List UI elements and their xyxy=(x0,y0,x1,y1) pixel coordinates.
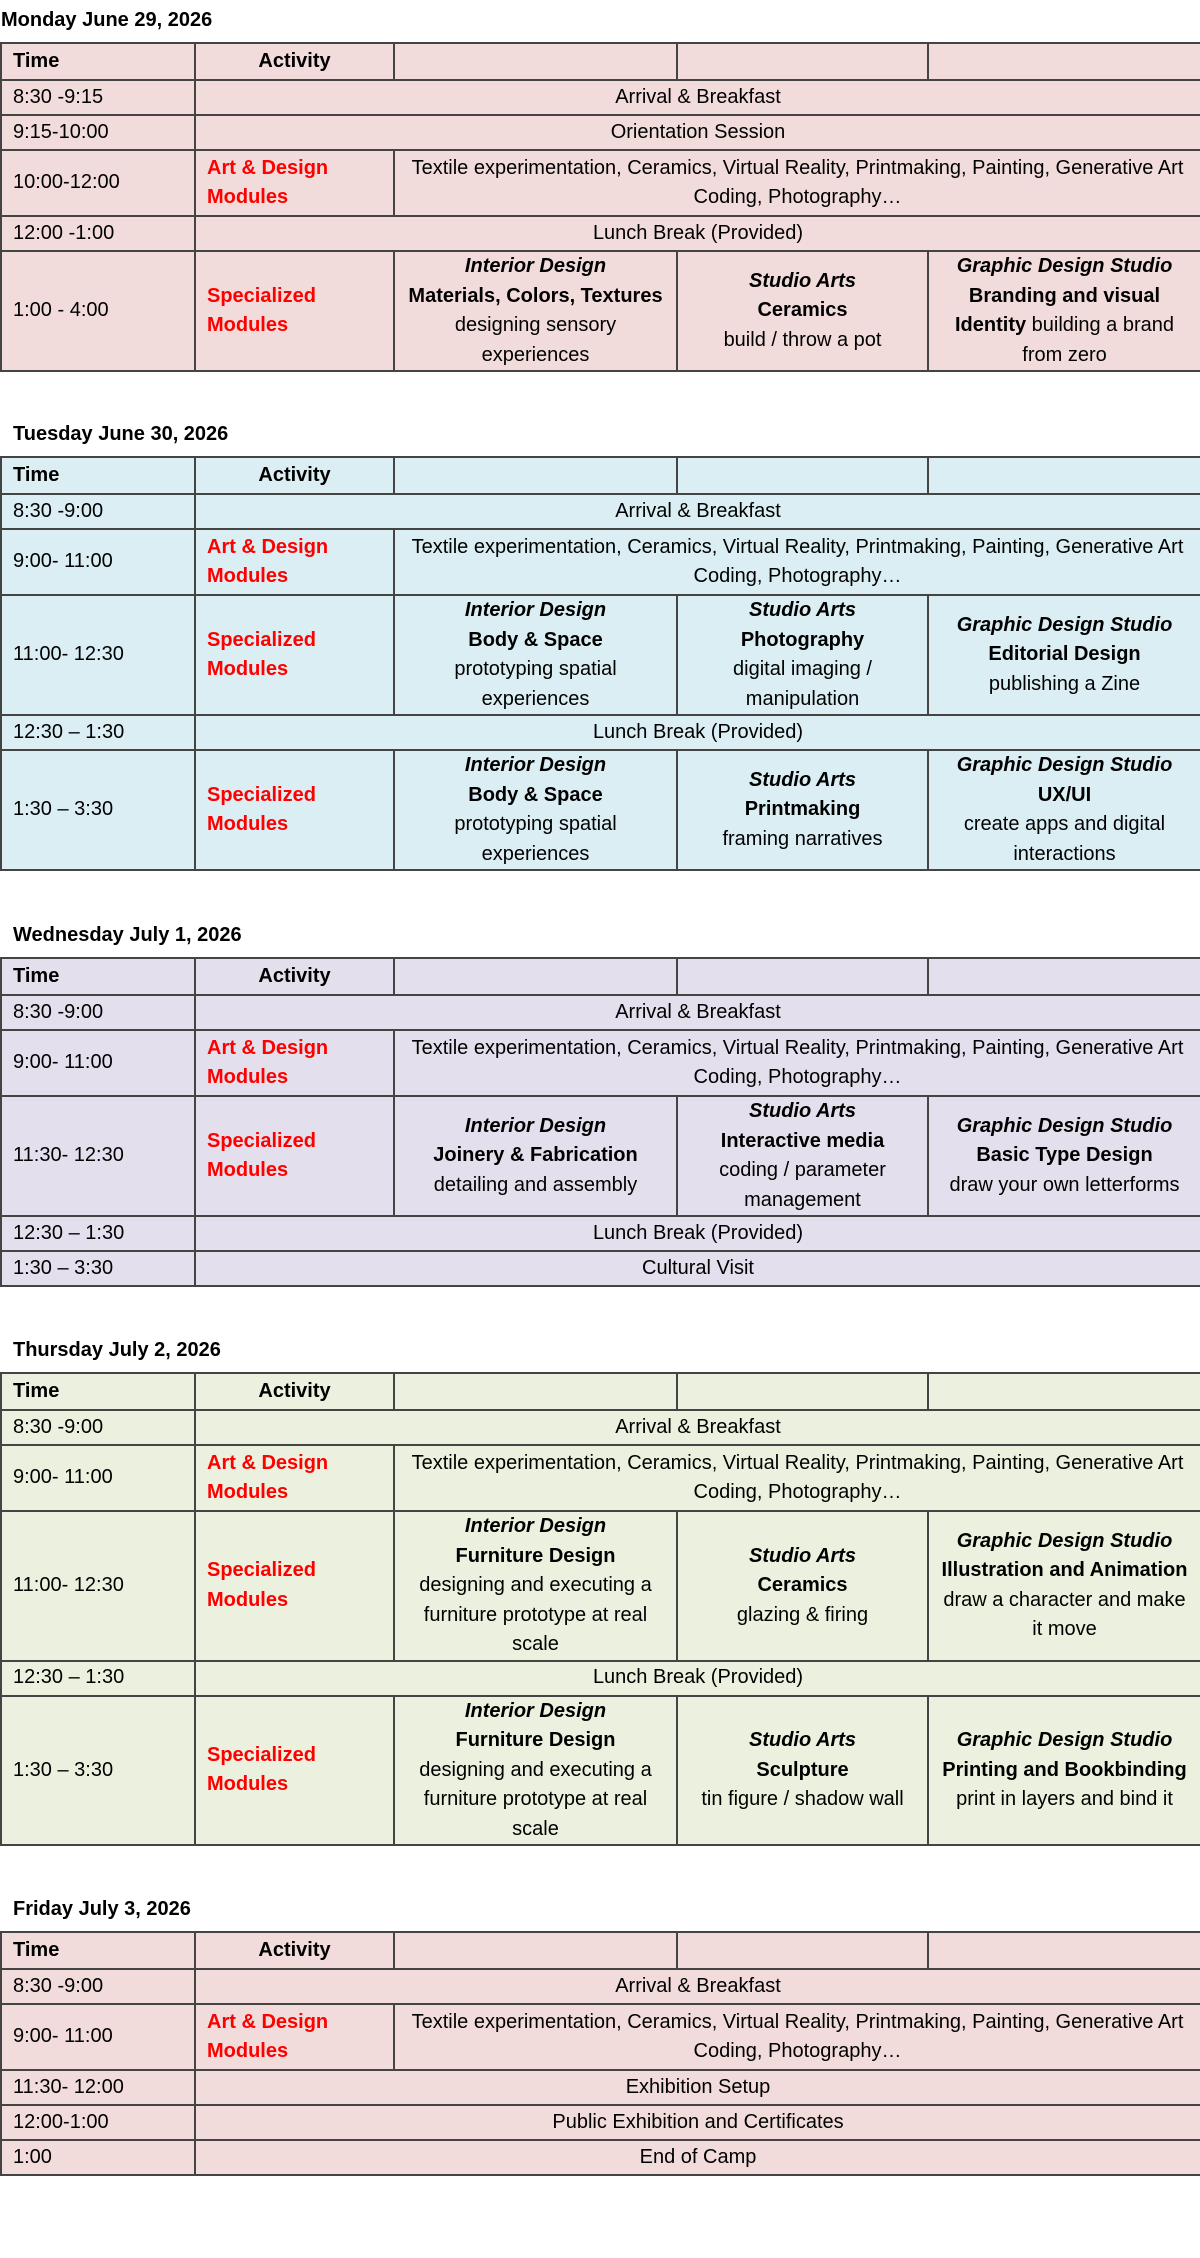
module-description: prototyping spatial experiences xyxy=(454,658,617,710)
department-name: Studio Arts xyxy=(748,1544,857,1567)
time-cell: 11:00- 12:30 xyxy=(1,595,195,715)
time-cell: 8:30 -9:00 xyxy=(1,1969,195,2004)
module-category-label: Specialized Modules xyxy=(195,1096,394,1216)
activity-cell: Lunch Break (Provided) xyxy=(195,715,1200,750)
module-list: Textile experimentation, Ceramics, Virtual Reality, Printmaking, Painting, Generative Art Coding, Photography… xyxy=(394,1030,1200,1096)
time-cell: 12:30 – 1:30 xyxy=(1,715,195,750)
table-row xyxy=(1,2070,1200,2105)
module-description: publishing a Zine xyxy=(988,672,1141,695)
module-category-label: Art & Design Modules xyxy=(195,1030,394,1096)
module-title: Photography xyxy=(740,628,865,651)
empty-header-cell xyxy=(928,958,1200,995)
table-row xyxy=(1,1096,1200,1216)
module-cell xyxy=(677,750,928,870)
time-cell: 1:30 – 3:30 xyxy=(1,1251,195,1286)
department-name: Graphic Design Studio xyxy=(956,1729,1173,1751)
department-name: Interior Design xyxy=(464,1699,607,1722)
time-cell: 11:00- 12:30 xyxy=(1,1511,195,1661)
activity-cell: Cultural Visit xyxy=(195,1251,1200,1286)
empty-header-cell xyxy=(394,43,677,80)
day-title: Wednesday July 1, 2026 xyxy=(13,924,242,946)
activity-cell: Orientation Session xyxy=(195,115,1200,150)
activity-cell: Arrival & Breakfast xyxy=(195,995,1200,1030)
empty-header-cell xyxy=(394,958,677,995)
module-category-label: Specialized Modules xyxy=(195,750,394,870)
empty-header-cell xyxy=(394,457,677,494)
activity-cell: Lunch Break (Provided) xyxy=(195,1216,1200,1251)
module-description: prototyping spatial experiences xyxy=(454,813,617,865)
time-cell: 12:00-1:00 xyxy=(1,2105,195,2140)
department-name: Studio Arts xyxy=(748,269,857,292)
table-row xyxy=(1,1030,1200,1096)
module-title: Joinery & Fabrication xyxy=(433,1144,638,1167)
table-row xyxy=(1,2004,1200,2070)
table-row xyxy=(1,251,1200,371)
time-cell: 8:30 -9:00 xyxy=(1,1410,195,1445)
table-row xyxy=(1,150,1200,216)
day-schedule xyxy=(0,1338,1200,1846)
department-name: Graphic Design Studio xyxy=(956,1114,1173,1137)
department-name: Graphic Design Studio xyxy=(956,1529,1173,1552)
table-row xyxy=(1,2140,1200,2175)
module-cell xyxy=(677,251,928,371)
module-title: Printing and Bookbinding xyxy=(942,1758,1187,1781)
module-description: tin figure / shadow wall xyxy=(701,1788,904,1810)
empty-header-cell xyxy=(928,457,1200,494)
activity-cell: Lunch Break (Provided) xyxy=(195,216,1200,251)
empty-header-cell xyxy=(677,1932,928,1969)
module-category-label: Specialized Modules xyxy=(195,1696,394,1846)
module-cell xyxy=(394,1696,677,1846)
module-description: designing and executing a furniture prototype at real scale xyxy=(419,1758,652,1840)
module-title: UX/UI xyxy=(1037,783,1092,806)
time-cell: 1:30 – 3:30 xyxy=(1,1696,195,1846)
schedule-table xyxy=(0,1372,1200,1846)
module-title: Printmaking xyxy=(744,798,861,821)
module-list: Textile experimentation, Ceramics, Virtual Reality, Printmaking, Painting, Generative Art Coding, Photography… xyxy=(394,150,1200,216)
module-cell xyxy=(928,1096,1200,1216)
department-name: Interior Design xyxy=(464,255,607,277)
module-title: Body & Space xyxy=(468,783,603,806)
department-name: Interior Design xyxy=(464,1515,607,1537)
time-cell: 8:30 -9:00 xyxy=(1,494,195,529)
empty-header-cell xyxy=(677,1373,928,1410)
module-description: designing and executing a furniture prototype at real scale xyxy=(419,1574,652,1655)
module-cell xyxy=(677,595,928,715)
department-name: Studio Arts xyxy=(748,768,857,791)
activity-header: Activity xyxy=(195,958,394,995)
module-description: building a brand from zero xyxy=(1022,314,1175,366)
table-row xyxy=(1,1969,1200,2004)
module-cell xyxy=(928,1696,1200,1846)
department-name: Studio Arts xyxy=(748,1729,857,1751)
module-cell xyxy=(394,1511,677,1661)
day-title: Thursday July 2, 2026 xyxy=(13,1339,221,1361)
module-cell xyxy=(677,1511,928,1661)
time-cell: 8:30 -9:00 xyxy=(1,995,195,1030)
time-cell: 9:00- 11:00 xyxy=(1,2004,195,2070)
empty-header-cell xyxy=(677,457,928,494)
activity-header: Activity xyxy=(195,457,394,494)
module-list: Textile experimentation, Ceramics, Virtual Reality, Printmaking, Painting, Generative Art Coding, Photography… xyxy=(394,2004,1200,2070)
time-cell: 10:00-12:00 xyxy=(1,150,195,216)
module-cell xyxy=(677,1096,928,1216)
department-name: Interior Design xyxy=(464,754,607,776)
module-category-label: Art & Design Modules xyxy=(195,1445,394,1511)
module-category-label: Art & Design Modules xyxy=(195,150,394,216)
time-cell: 11:30- 12:00 xyxy=(1,2070,195,2105)
module-description: draw a character and make it move xyxy=(943,1588,1186,1641)
day-schedule xyxy=(0,1897,1200,2176)
table-row xyxy=(1,216,1200,251)
table-row xyxy=(1,1445,1200,1511)
module-description: draw your own letterforms xyxy=(949,1173,1180,1196)
activity-header: Activity xyxy=(195,43,394,80)
module-title: Ceramics xyxy=(757,1574,848,1596)
module-title: Ceramics xyxy=(757,299,848,322)
module-description: designing sensory experiences xyxy=(454,314,617,366)
time-cell: 8:30 -9:15 xyxy=(1,80,195,115)
day-schedule xyxy=(0,0,1200,372)
table-row xyxy=(1,1251,1200,1286)
time-header: Time xyxy=(1,43,195,80)
department-name: Studio Arts xyxy=(748,1100,857,1122)
time-cell: 12:30 – 1:30 xyxy=(1,1216,195,1251)
activity-cell: Public Exhibition and Certificates xyxy=(195,2105,1200,2140)
module-title: Illustration and Animation xyxy=(941,1559,1188,1582)
module-cell xyxy=(394,750,677,870)
module-description: glazing & firing xyxy=(736,1603,869,1626)
day-title: Friday July 3, 2026 xyxy=(13,1898,191,1920)
time-cell: 1:00 - 4:00 xyxy=(1,251,195,371)
department-name: Graphic Design Studio xyxy=(956,613,1173,636)
module-category-label: Art & Design Modules xyxy=(195,529,394,595)
time-header: Time xyxy=(1,457,195,494)
day-title: Tuesday June 30, 2026 xyxy=(13,423,229,445)
department-name: Graphic Design Studio xyxy=(956,255,1173,277)
activity-header: Activity xyxy=(195,1373,394,1410)
module-cell xyxy=(928,1511,1200,1661)
module-title: Materials, Colors, Textures xyxy=(408,284,663,307)
table-row xyxy=(1,80,1200,115)
module-cell xyxy=(928,595,1200,715)
activity-cell: End of Camp xyxy=(195,2140,1200,2175)
module-cell xyxy=(928,251,1200,371)
module-title: Branding and visual Identity xyxy=(954,284,1161,336)
table-row xyxy=(1,494,1200,529)
module-title: Interactive media xyxy=(720,1129,885,1152)
table-row xyxy=(1,115,1200,150)
time-cell: 12:00 -1:00 xyxy=(1,216,195,251)
module-description: build / throw a pot xyxy=(723,328,882,351)
empty-header-cell xyxy=(677,43,928,80)
header-row xyxy=(1,1932,1200,1969)
module-category-label: Art & Design Modules xyxy=(195,2004,394,2070)
table-row xyxy=(1,529,1200,595)
activity-cell: Arrival & Breakfast xyxy=(195,1410,1200,1445)
module-description: framing narratives xyxy=(722,827,883,850)
day-schedule xyxy=(0,422,1200,871)
module-description: detailing and assembly xyxy=(433,1173,638,1196)
activity-cell: Arrival & Breakfast xyxy=(195,80,1200,115)
table-row xyxy=(1,1511,1200,1661)
day-title: Monday June 29, 2026 xyxy=(1,9,213,31)
schedule-table xyxy=(0,42,1200,372)
time-cell: 9:00- 11:00 xyxy=(1,1030,195,1096)
header-row xyxy=(1,43,1200,80)
time-cell: 11:30- 12:30 xyxy=(1,1096,195,1216)
module-category-label: Specialized Modules xyxy=(195,595,394,715)
empty-header-cell xyxy=(928,43,1200,80)
table-row xyxy=(1,2105,1200,2140)
day-schedule xyxy=(0,923,1200,1287)
schedule-table xyxy=(0,957,1200,1287)
module-title: Body & Space xyxy=(468,628,603,651)
empty-header-cell xyxy=(677,958,928,995)
time-cell: 1:30 – 3:30 xyxy=(1,750,195,870)
time-header: Time xyxy=(1,958,195,995)
module-list: Textile experimentation, Ceramics, Virtual Reality, Printmaking, Painting, Generative Art Coding, Photography… xyxy=(394,1445,1200,1511)
module-description: print in layers and bind it xyxy=(956,1788,1173,1810)
module-title: Basic Type Design xyxy=(976,1144,1153,1167)
activity-cell: Arrival & Breakfast xyxy=(195,1969,1200,2004)
module-category-label: Specialized Modules xyxy=(195,251,394,371)
table-row xyxy=(1,595,1200,715)
table-row xyxy=(1,1696,1200,1846)
department-name: Graphic Design Studio xyxy=(956,754,1173,776)
table-row xyxy=(1,995,1200,1030)
module-category-label: Specialized Modules xyxy=(195,1511,394,1661)
module-title: Furniture Design xyxy=(455,1544,616,1567)
module-description: create apps and digital interactions xyxy=(963,813,1166,865)
table-row xyxy=(1,1661,1200,1696)
module-cell xyxy=(928,750,1200,870)
department-name: Interior Design xyxy=(464,599,607,621)
header-row xyxy=(1,457,1200,494)
time-cell: 9:00- 11:00 xyxy=(1,1445,195,1511)
module-list: Textile experimentation, Ceramics, Virtual Reality, Printmaking, Painting, Generative Art Coding, Photography… xyxy=(394,529,1200,595)
time-header: Time xyxy=(1,1932,195,1969)
department-name: Interior Design xyxy=(464,1114,607,1137)
time-cell: 1:00 xyxy=(1,2140,195,2175)
activity-cell: Arrival & Breakfast xyxy=(195,494,1200,529)
activity-header: Activity xyxy=(195,1932,394,1969)
module-cell xyxy=(394,595,677,715)
module-title: Editorial Design xyxy=(988,643,1141,666)
table-row xyxy=(1,1410,1200,1445)
department-name: Studio Arts xyxy=(748,599,857,621)
empty-header-cell xyxy=(394,1373,677,1410)
empty-header-cell xyxy=(394,1932,677,1969)
time-cell: 9:00- 11:00 xyxy=(1,529,195,595)
module-description: coding / parameter management xyxy=(719,1159,886,1211)
activity-cell: Lunch Break (Provided) xyxy=(195,1661,1200,1696)
time-cell: 9:15-10:00 xyxy=(1,115,195,150)
module-description: digital imaging / manipulation xyxy=(733,658,872,710)
empty-header-cell xyxy=(928,1373,1200,1410)
time-header: Time xyxy=(1,1373,195,1410)
table-row xyxy=(1,750,1200,870)
table-row xyxy=(1,1216,1200,1251)
module-cell xyxy=(394,251,677,371)
time-cell: 12:30 – 1:30 xyxy=(1,1661,195,1696)
schedule-table xyxy=(0,1931,1200,2176)
activity-cell: Exhibition Setup xyxy=(195,2070,1200,2105)
module-cell xyxy=(394,1096,677,1216)
schedule-table xyxy=(0,456,1200,871)
module-title: Furniture Design xyxy=(455,1729,616,1751)
empty-header-cell xyxy=(928,1932,1200,1969)
module-cell xyxy=(677,1696,928,1846)
header-row xyxy=(1,1373,1200,1410)
table-row xyxy=(1,715,1200,750)
module-title: Sculpture xyxy=(756,1758,849,1781)
header-row xyxy=(1,958,1200,995)
